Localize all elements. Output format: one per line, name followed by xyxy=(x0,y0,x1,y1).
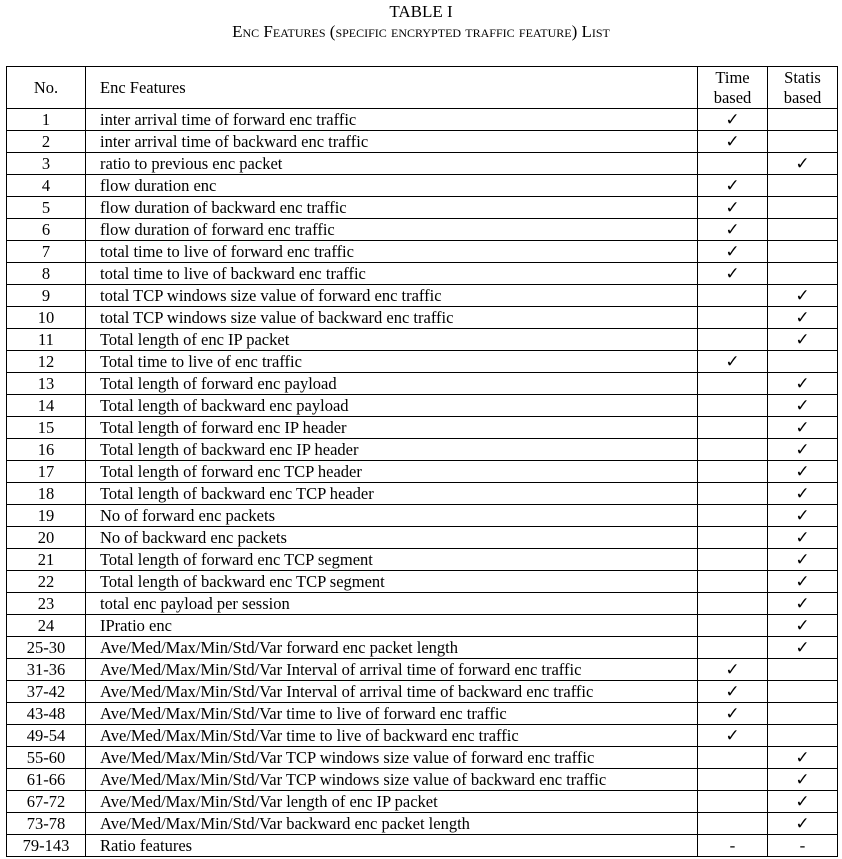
row-feature-name: Ave/Med/Max/Min/Std/Var TCP windows size value of forward enc traffic xyxy=(86,747,698,769)
row-feature-name: Total length of forward enc payload xyxy=(86,373,698,395)
row-time-based-mark: ✓ xyxy=(698,175,768,197)
row-number: 23 xyxy=(7,593,86,615)
row-time-based-mark: ✓ xyxy=(698,263,768,285)
row-number: 13 xyxy=(7,373,86,395)
row-feature-name: Total length of backward enc TCP header xyxy=(86,483,698,505)
row-statis-based-mark xyxy=(768,175,838,197)
table-row xyxy=(7,219,838,241)
table-row xyxy=(7,175,838,197)
table-row xyxy=(7,483,838,505)
row-feature-name: IPratio enc xyxy=(86,615,698,637)
row-time-based-mark xyxy=(698,153,768,175)
row-statis-based-mark: ✓ xyxy=(768,593,838,615)
row-number: 67-72 xyxy=(7,791,86,813)
row-feature-name: Ave/Med/Max/Min/Std/Var Interval of arrival time of forward enc traffic xyxy=(86,659,698,681)
row-feature-name: Total time to live of enc traffic xyxy=(86,351,698,373)
row-statis-based-mark: ✓ xyxy=(768,395,838,417)
row-statis-based-mark: ✓ xyxy=(768,549,838,571)
table-row xyxy=(7,461,838,483)
row-statis-based-mark: ✓ xyxy=(768,307,838,329)
table-row xyxy=(7,615,838,637)
row-number: 15 xyxy=(7,417,86,439)
row-time-based-mark xyxy=(698,461,768,483)
row-statis-based-mark xyxy=(768,659,838,681)
table-body xyxy=(7,109,838,857)
row-number: 2 xyxy=(7,131,86,153)
enc-features-table xyxy=(6,66,838,857)
table-header-row xyxy=(7,67,838,109)
table-row xyxy=(7,681,838,703)
row-statis-based-mark: ✓ xyxy=(768,747,838,769)
table-row xyxy=(7,241,838,263)
row-statis-based-mark: ✓ xyxy=(768,505,838,527)
table-row xyxy=(7,747,838,769)
row-feature-name: Ave/Med/Max/Min/Std/Var Interval of arrival time of backward enc traffic xyxy=(86,681,698,703)
row-feature-name: inter arrival time of backward enc traffic xyxy=(86,131,698,153)
header-enc-features: Enc Features xyxy=(86,67,698,109)
row-feature-name: flow duration of backward enc traffic xyxy=(86,197,698,219)
row-time-based-mark: ✓ xyxy=(698,703,768,725)
row-statis-based-mark: - xyxy=(768,835,838,857)
row-statis-based-mark: ✓ xyxy=(768,373,838,395)
row-time-based-mark xyxy=(698,571,768,593)
row-time-based-mark xyxy=(698,417,768,439)
row-time-based-mark xyxy=(698,791,768,813)
row-number: 9 xyxy=(7,285,86,307)
row-statis-based-mark xyxy=(768,351,838,373)
row-feature-name: inter arrival time of forward enc traffic xyxy=(86,109,698,131)
table-row xyxy=(7,527,838,549)
row-time-based-mark xyxy=(698,813,768,835)
table-row xyxy=(7,307,838,329)
table-row xyxy=(7,637,838,659)
table-row xyxy=(7,417,838,439)
row-time-based-mark xyxy=(698,747,768,769)
row-feature-name: Ave/Med/Max/Min/Std/Var length of enc IP packet xyxy=(86,791,698,813)
row-number: 4 xyxy=(7,175,86,197)
row-time-based-mark: - xyxy=(698,835,768,857)
row-number: 37-42 xyxy=(7,681,86,703)
table-row xyxy=(7,285,838,307)
header-stat-line2: based xyxy=(783,87,822,107)
row-time-based-mark xyxy=(698,373,768,395)
row-time-based-mark xyxy=(698,527,768,549)
table-row xyxy=(7,571,838,593)
row-feature-name: Ave/Med/Max/Min/Std/Var TCP windows size value of backward enc traffic xyxy=(86,769,698,791)
row-time-based-mark xyxy=(698,329,768,351)
row-feature-name: total TCP windows size value of backward enc traffic xyxy=(86,307,698,329)
header-statis-based xyxy=(768,67,838,109)
table-row xyxy=(7,769,838,791)
header-time-based xyxy=(698,67,768,109)
row-number: 16 xyxy=(7,439,86,461)
row-statis-based-mark xyxy=(768,197,838,219)
row-feature-name: No of forward enc packets xyxy=(86,505,698,527)
row-feature-name: total time to live of forward enc traffic xyxy=(86,241,698,263)
table-label: TABLE I xyxy=(389,2,453,21)
table-row xyxy=(7,263,838,285)
row-time-based-mark: ✓ xyxy=(698,109,768,131)
row-time-based-mark xyxy=(698,637,768,659)
row-statis-based-mark: ✓ xyxy=(768,571,838,593)
table-row xyxy=(7,153,838,175)
row-number: 10 xyxy=(7,307,86,329)
row-statis-based-mark: ✓ xyxy=(768,637,838,659)
row-number: 43-48 xyxy=(7,703,86,725)
row-time-based-mark xyxy=(698,615,768,637)
table-row xyxy=(7,439,838,461)
header-time-line1: Time xyxy=(715,67,750,87)
table-row xyxy=(7,725,838,747)
row-time-based-mark xyxy=(698,593,768,615)
row-number: 18 xyxy=(7,483,86,505)
row-feature-name: Total length of backward enc payload xyxy=(86,395,698,417)
row-statis-based-mark xyxy=(768,109,838,131)
row-number: 31-36 xyxy=(7,659,86,681)
row-number: 19 xyxy=(7,505,86,527)
row-statis-based-mark xyxy=(768,725,838,747)
row-time-based-mark xyxy=(698,439,768,461)
row-feature-name: Ave/Med/Max/Min/Std/Var forward enc packet length xyxy=(86,637,698,659)
table-row xyxy=(7,505,838,527)
row-number: 20 xyxy=(7,527,86,549)
row-time-based-mark xyxy=(698,549,768,571)
table-row xyxy=(7,373,838,395)
table-row xyxy=(7,791,838,813)
table-row xyxy=(7,813,838,835)
row-statis-based-mark: ✓ xyxy=(768,417,838,439)
row-feature-name: Ratio features xyxy=(86,835,698,857)
row-time-based-mark: ✓ xyxy=(698,219,768,241)
table-row xyxy=(7,835,838,857)
table-row xyxy=(7,549,838,571)
row-feature-name: total enc payload per session xyxy=(86,593,698,615)
table-row xyxy=(7,109,838,131)
table-row xyxy=(7,659,838,681)
row-number: 73-78 xyxy=(7,813,86,835)
row-feature-name: total time to live of backward enc traffic xyxy=(86,263,698,285)
table-row xyxy=(7,131,838,153)
row-statis-based-mark: ✓ xyxy=(768,615,838,637)
row-number: 3 xyxy=(7,153,86,175)
row-number: 49-54 xyxy=(7,725,86,747)
row-feature-name: flow duration enc xyxy=(86,175,698,197)
row-feature-name: Total length of forward enc TCP header xyxy=(86,461,698,483)
row-feature-name: flow duration of forward enc traffic xyxy=(86,219,698,241)
row-time-based-mark xyxy=(698,395,768,417)
row-feature-name: No of backward enc packets xyxy=(86,527,698,549)
header-stat-line1: Statis xyxy=(784,67,821,87)
row-feature-name: ratio to previous enc packet xyxy=(86,153,698,175)
row-statis-based-mark: ✓ xyxy=(768,329,838,351)
row-feature-name: Ave/Med/Max/Min/Std/Var time to live of forward enc traffic xyxy=(86,703,698,725)
table-row xyxy=(7,197,838,219)
row-number: 79-143 xyxy=(7,835,86,857)
row-statis-based-mark xyxy=(768,219,838,241)
row-statis-based-mark: ✓ xyxy=(768,153,838,175)
row-time-based-mark: ✓ xyxy=(698,197,768,219)
row-number: 22 xyxy=(7,571,86,593)
row-time-based-mark: ✓ xyxy=(698,241,768,263)
row-number: 17 xyxy=(7,461,86,483)
row-time-based-mark: ✓ xyxy=(698,131,768,153)
row-time-based-mark: ✓ xyxy=(698,659,768,681)
row-feature-name: Total length of backward enc TCP segment xyxy=(86,571,698,593)
row-time-based-mark: ✓ xyxy=(698,725,768,747)
row-time-based-mark xyxy=(698,285,768,307)
row-statis-based-mark: ✓ xyxy=(768,285,838,307)
row-number: 7 xyxy=(7,241,86,263)
row-statis-based-mark xyxy=(768,131,838,153)
header-no: No. xyxy=(7,67,86,109)
table-row xyxy=(7,593,838,615)
row-time-based-mark xyxy=(698,483,768,505)
table-row xyxy=(7,351,838,373)
row-number: 12 xyxy=(7,351,86,373)
row-feature-name: total TCP windows size value of forward enc traffic xyxy=(86,285,698,307)
row-number: 25-30 xyxy=(7,637,86,659)
row-statis-based-mark xyxy=(768,681,838,703)
row-feature-name: Ave/Med/Max/Min/Std/Var backward enc packet length xyxy=(86,813,698,835)
row-number: 8 xyxy=(7,263,86,285)
row-statis-based-mark xyxy=(768,241,838,263)
header-time-line2: based xyxy=(713,87,752,107)
row-statis-based-mark: ✓ xyxy=(768,791,838,813)
row-number: 5 xyxy=(7,197,86,219)
row-time-based-mark xyxy=(698,505,768,527)
row-number: 55-60 xyxy=(7,747,86,769)
row-number: 61-66 xyxy=(7,769,86,791)
row-number: 11 xyxy=(7,329,86,351)
row-time-based-mark: ✓ xyxy=(698,351,768,373)
row-statis-based-mark: ✓ xyxy=(768,813,838,835)
row-feature-name: Total length of enc IP packet xyxy=(86,329,698,351)
row-feature-name: Total length of forward enc IP header xyxy=(86,417,698,439)
table-row xyxy=(7,703,838,725)
row-time-based-mark xyxy=(698,769,768,791)
row-feature-name: Total length of forward enc TCP segment xyxy=(86,549,698,571)
row-statis-based-mark: ✓ xyxy=(768,439,838,461)
table-row xyxy=(7,395,838,417)
row-time-based-mark: ✓ xyxy=(698,681,768,703)
table-row xyxy=(7,329,838,351)
row-number: 6 xyxy=(7,219,86,241)
row-feature-name: Ave/Med/Max/Min/Std/Var time to live of backward enc traffic xyxy=(86,725,698,747)
row-time-based-mark xyxy=(698,307,768,329)
row-statis-based-mark: ✓ xyxy=(768,769,838,791)
table-title: Enc Features (specific encrypted traffic feature) List xyxy=(232,22,610,41)
row-statis-based-mark: ✓ xyxy=(768,461,838,483)
row-statis-based-mark: ✓ xyxy=(768,527,838,549)
row-number: 14 xyxy=(7,395,86,417)
row-feature-name: Total length of backward enc IP header xyxy=(86,439,698,461)
row-number: 1 xyxy=(7,109,86,131)
row-number: 21 xyxy=(7,549,86,571)
row-number: 24 xyxy=(7,615,86,637)
row-statis-based-mark xyxy=(768,703,838,725)
row-statis-based-mark xyxy=(768,263,838,285)
row-statis-based-mark: ✓ xyxy=(768,483,838,505)
